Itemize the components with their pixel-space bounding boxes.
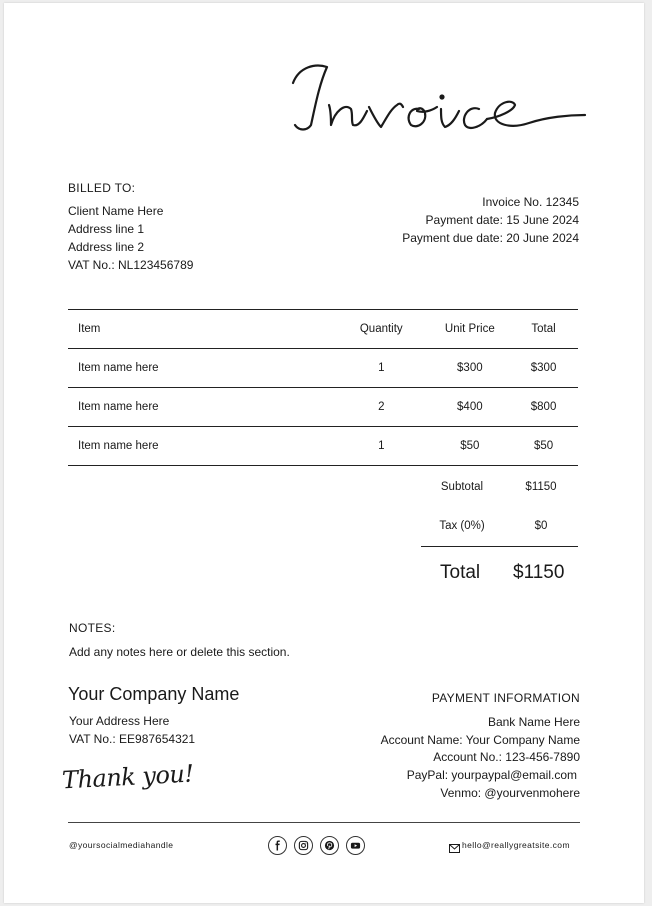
row-quantity: 2 [378,401,385,413]
header-item: Item [78,323,101,335]
mail-icon [449,840,460,849]
row-total: $300 [530,362,557,374]
row-unit-price: $50 [460,440,480,452]
client-address-line-1: Address line 1 [68,222,145,236]
venmo: Venmo: @yourvenmohere [440,786,580,800]
row-total: $800 [530,401,557,413]
row-total: $50 [533,440,554,452]
invoice-number: Invoice No. 12345 [482,195,579,209]
subtotal-label: Subtotal [440,481,484,493]
paypal: PayPal: yourpaypal@email.com [406,768,577,782]
notes-text: Add any notes here or delete this section. [69,645,290,659]
row-item: Item name here [78,440,159,452]
row-unit-price: $300 [457,362,483,374]
pinterest-icon[interactable] [320,836,339,855]
total-label: Total [440,562,481,583]
row-unit-price: $400 [457,401,483,413]
youtube-icon[interactable] [346,836,365,855]
table-row [68,349,578,388]
footer-email[interactable]: hello@reallygreatsite.com [462,840,570,850]
payment-info-label: PAYMENT INFORMATION [431,691,580,705]
company-address: Your Address Here [69,714,170,728]
header-total: Total [531,323,556,335]
company-vat: VAT No.: EE987654321 [69,732,196,746]
account-name: Account Name: Your Company Name [380,733,580,747]
tax-label: Tax (0%) [439,520,485,532]
billed-to-label: BILLED TO: [68,181,136,195]
summary-divider [421,546,578,547]
invoice-title [289,45,589,145]
invoice-title-script [289,45,589,145]
table-row [68,427,578,466]
invoice-page [4,3,644,903]
tax-value: $0 [534,520,548,532]
thank-you-signature: Thank you! [61,759,195,795]
table-row [68,388,578,427]
total-value: $1150 [513,562,565,583]
table-header-row [68,310,578,349]
company-name: Your Company Name [68,684,240,704]
row-item: Item name here [78,401,159,413]
footer-divider [68,822,580,823]
facebook-icon[interactable] [268,836,287,855]
items-table [68,309,578,466]
header-unit-price: Unit Price [444,323,495,335]
bank-name: Bank Name Here [487,715,580,729]
payment-due-date: Payment due date: 20 June 2024 [402,231,579,245]
account-number: Account No.: 123-456-7890 [433,750,580,764]
client-address-line-2: Address line 2 [68,240,145,254]
instagram-icon[interactable] [294,836,313,855]
row-item: Item name here [78,362,159,374]
subtotal-value: $1150 [525,481,557,493]
notes-label: NOTES: [69,621,116,635]
row-quantity: 1 [378,362,385,374]
social-handle: @yoursocialmediahandle [69,840,174,850]
client-vat: VAT No.: NL123456789 [68,258,194,272]
header-quantity: Quantity [359,323,403,335]
client-name: Client Name Here [68,204,164,218]
payment-date: Payment date: 15 June 2024 [425,213,579,227]
row-quantity: 1 [378,440,385,452]
